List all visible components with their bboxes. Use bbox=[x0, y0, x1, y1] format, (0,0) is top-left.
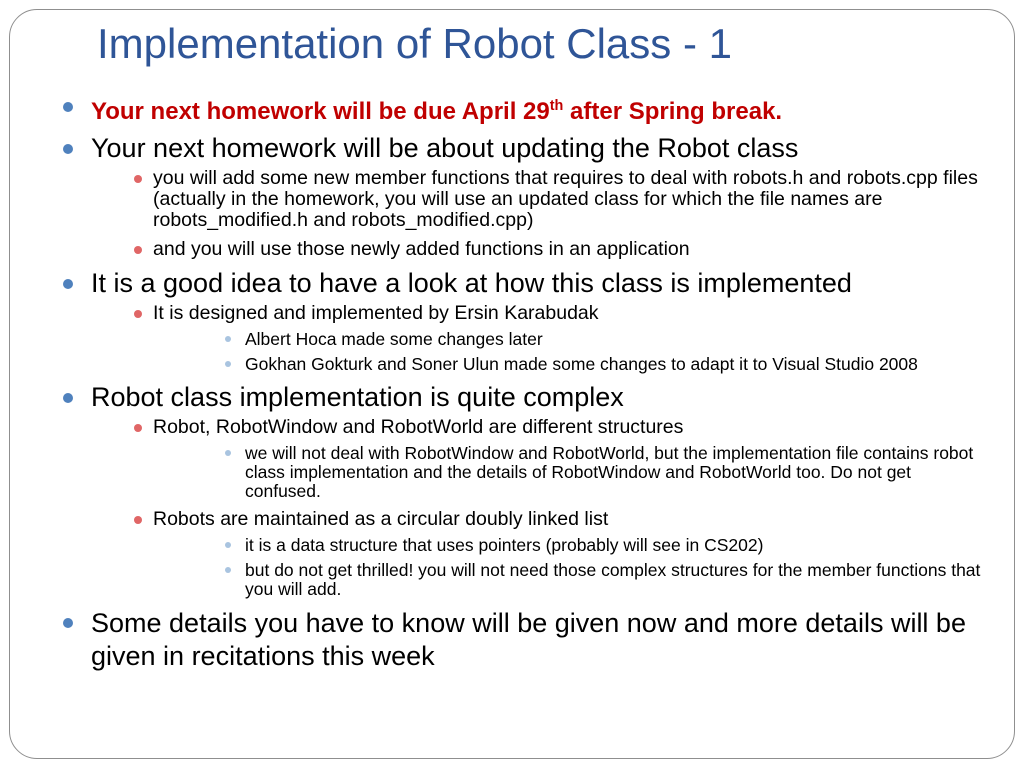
bullet-text: It is a good idea to have a look at how this class is implemented bbox=[91, 268, 852, 298]
sub-bullet-list bbox=[91, 168, 990, 260]
sub-bullet-dot-icon bbox=[134, 516, 142, 524]
sub-sub-bullet-dot-icon bbox=[225, 542, 231, 548]
sub-bullet bbox=[91, 239, 990, 260]
sub-bullet bbox=[91, 417, 990, 501]
sub-sub-bullet bbox=[153, 355, 990, 374]
bullet-text-superscript: th bbox=[549, 98, 564, 114]
bullet-text bbox=[91, 98, 782, 125]
sub-sub-bullet bbox=[153, 444, 990, 501]
sub-sub-bullet bbox=[153, 536, 990, 555]
sub-bullet bbox=[91, 168, 990, 231]
sub-bullet-text: and you will use those newly added functions in an application bbox=[153, 238, 690, 260]
sub-bullet bbox=[91, 509, 990, 599]
sub-bullet-list bbox=[91, 417, 990, 599]
sub-bullet bbox=[91, 303, 990, 374]
sub-sub-bullet-dot-icon bbox=[225, 567, 231, 573]
slide-title: Implementation of Robot Class - 1 bbox=[97, 20, 732, 67]
sub-sub-bullet-list bbox=[153, 330, 990, 374]
sub-sub-bullet-text: Albert Hoca made some changes later bbox=[245, 329, 543, 349]
sub-bullet-list bbox=[91, 303, 990, 374]
sub-bullet-dot-icon bbox=[134, 424, 142, 432]
bullet-text: Your next homework will be about updating the Robot class bbox=[91, 133, 799, 163]
bullet-text: Some details you have to know will be given now and more details will be given in recitations this week bbox=[91, 608, 966, 671]
bullet-list bbox=[60, 91, 990, 673]
bullet-dot-icon bbox=[63, 279, 73, 289]
bullet-homework-topic bbox=[60, 133, 990, 260]
bullet-text-part: Your next homework will be due April 29 bbox=[91, 98, 550, 125]
sub-bullet-dot-icon bbox=[134, 175, 142, 183]
sub-bullet-dot-icon bbox=[134, 310, 142, 318]
sub-sub-bullet-list bbox=[153, 536, 990, 599]
bullet-look-at-class bbox=[60, 268, 990, 374]
bullet-dot-icon bbox=[63, 393, 73, 403]
bullet-details bbox=[60, 607, 990, 673]
bullet-dot-icon bbox=[63, 618, 73, 628]
sub-sub-bullet-text: we will not deal with RobotWindow and RobotWorld, but the implementation file contains robot class implementation and the details of RobotWindow and RobotWorld too. Do not get confused. bbox=[245, 443, 974, 501]
sub-bullet-text: Robots are maintained as a circular doubly linked list bbox=[153, 508, 609, 530]
sub-sub-bullet bbox=[153, 561, 990, 599]
slide-content bbox=[60, 91, 990, 681]
bullet-text-part: after Spring break. bbox=[563, 98, 783, 125]
sub-sub-bullet-text: but do not get thrilled! you will not need those complex structures for the member functions that you will add. bbox=[245, 560, 981, 599]
sub-sub-bullet-text: Gokhan Gokturk and Soner Ulun made some changes to adapt it to Visual Studio 2008 bbox=[245, 354, 918, 374]
sub-sub-bullet bbox=[153, 330, 990, 349]
sub-sub-bullet-list bbox=[153, 444, 990, 501]
bullet-dot-icon bbox=[63, 102, 73, 112]
bullet-homework-due bbox=[60, 91, 990, 127]
bullet-text: Robot class implementation is quite complex bbox=[91, 382, 624, 412]
sub-bullet-dot-icon bbox=[134, 246, 142, 254]
bullet-complexity bbox=[60, 382, 990, 599]
sub-sub-bullet-dot-icon bbox=[225, 361, 231, 367]
sub-sub-bullet-dot-icon bbox=[225, 336, 231, 342]
sub-bullet-text: It is designed and implemented by Ersin Karabudak bbox=[153, 302, 599, 324]
sub-sub-bullet-text: it is a data structure that uses pointers (probably will see in CS202) bbox=[245, 535, 764, 555]
sub-sub-bullet-dot-icon bbox=[225, 450, 231, 456]
sub-bullet-text: you will add some new member functions that requires to deal with robots.h and robots.cpp files (actually in the homework, you will use an updated class for which the file names are robots_modified.h and robots_modified.cpp) bbox=[153, 167, 978, 231]
sub-bullet-text: Robot, RobotWindow and RobotWorld are different structures bbox=[153, 416, 684, 438]
bullet-dot-icon bbox=[63, 144, 73, 154]
